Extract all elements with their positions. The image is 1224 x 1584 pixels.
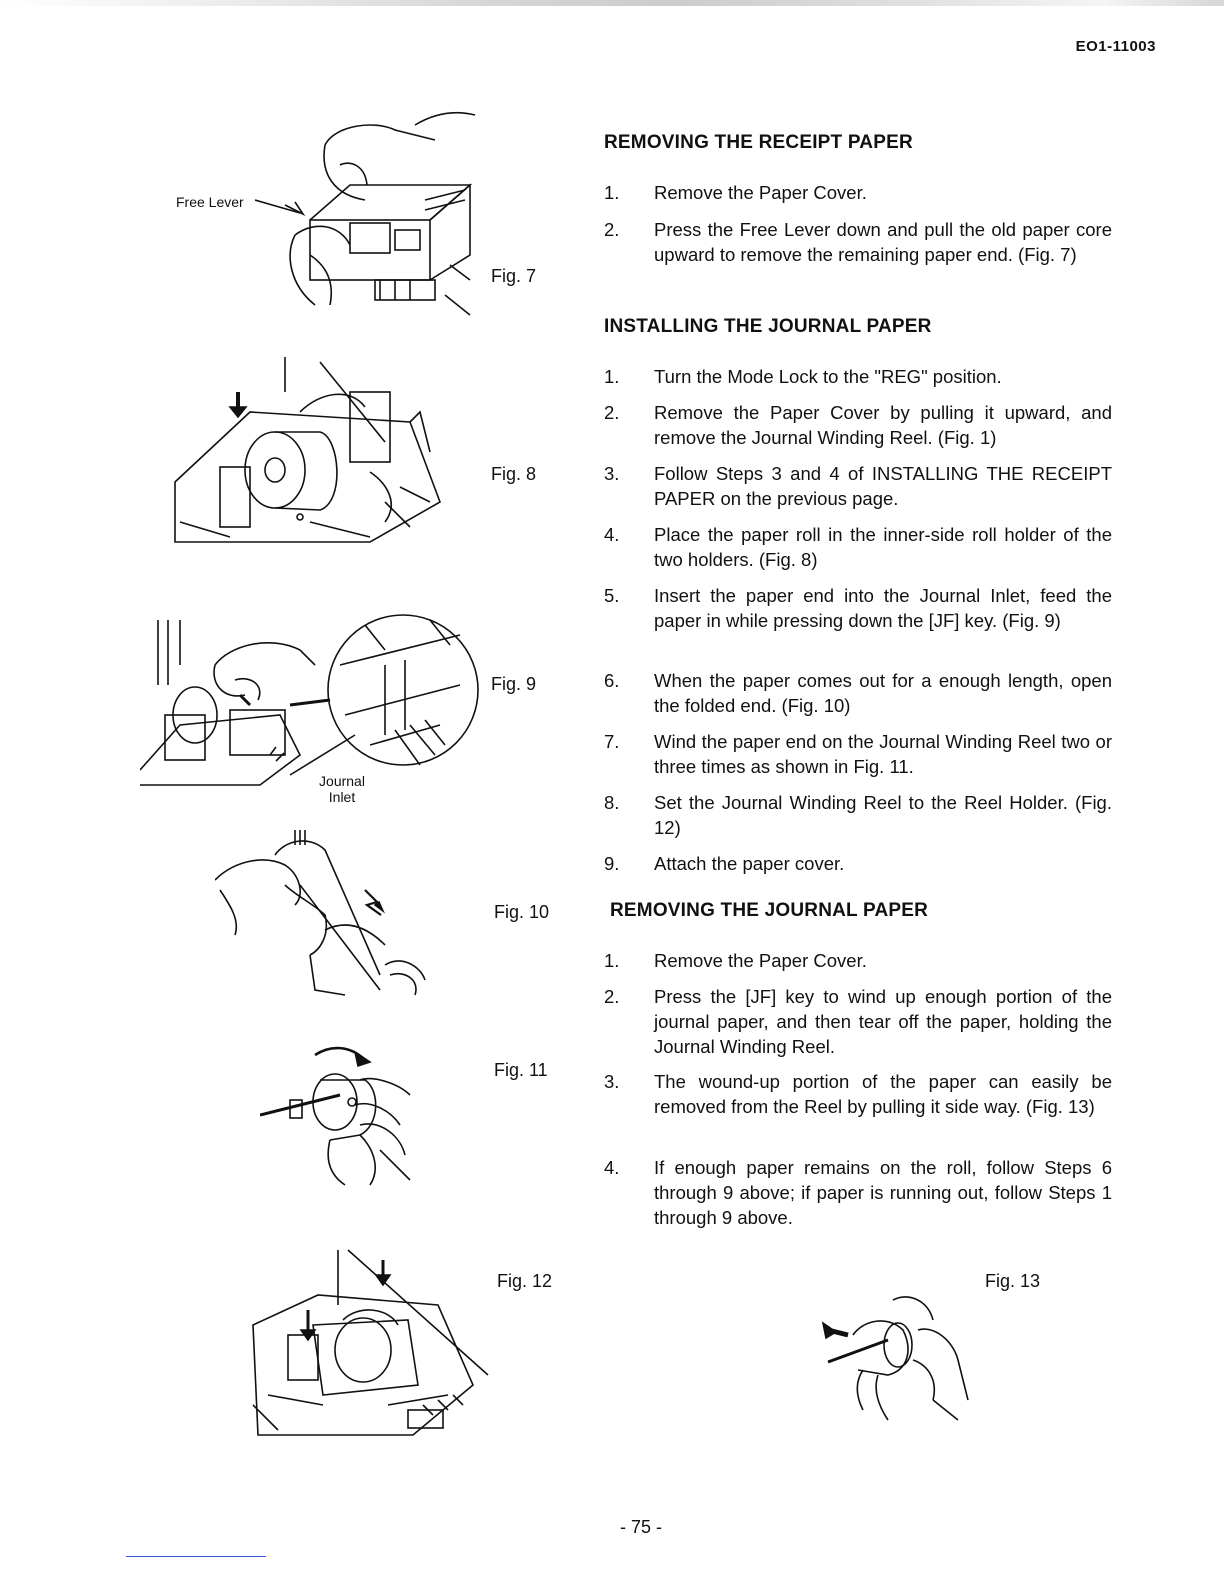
footer-rule <box>126 1556 266 1557</box>
fig7-illustration <box>255 105 490 320</box>
fig10-label: Fig. 10 <box>494 902 550 922</box>
fig13-label: Fig. 13 <box>985 1271 1041 1291</box>
fig8-illustration <box>170 352 450 547</box>
fig9-label: Fig. 9 <box>491 674 537 694</box>
scan-edge-artifact <box>0 0 1224 6</box>
fig9-illustration <box>140 605 485 795</box>
fig7-label: Fig. 7 <box>491 266 537 286</box>
fig13-illustration <box>818 1290 978 1425</box>
section-title-installing-journal: INSTALLING THE JOURNAL PAPER <box>604 316 932 337</box>
fig12-label: Fig. 12 <box>497 1271 553 1291</box>
callout-journal-inlet: Journal Inlet <box>319 773 365 805</box>
section-title-removing-journal: REMOVING THE JOURNAL PAPER <box>610 900 929 921</box>
page-number: - 75 - <box>619 1517 662 1537</box>
fig11-illustration <box>260 1040 425 1190</box>
fig10-illustration <box>215 825 435 1000</box>
fig11-label: Fig. 11 <box>494 1060 548 1080</box>
fig12-illustration <box>238 1245 493 1440</box>
section-title-removing-receipt: REMOVING THE RECEIPT PAPER <box>604 132 913 153</box>
document-code: EO1-11003 <box>1075 38 1156 55</box>
callout-free-lever: Free Lever <box>176 194 244 210</box>
fig8-label: Fig. 8 <box>491 464 537 484</box>
